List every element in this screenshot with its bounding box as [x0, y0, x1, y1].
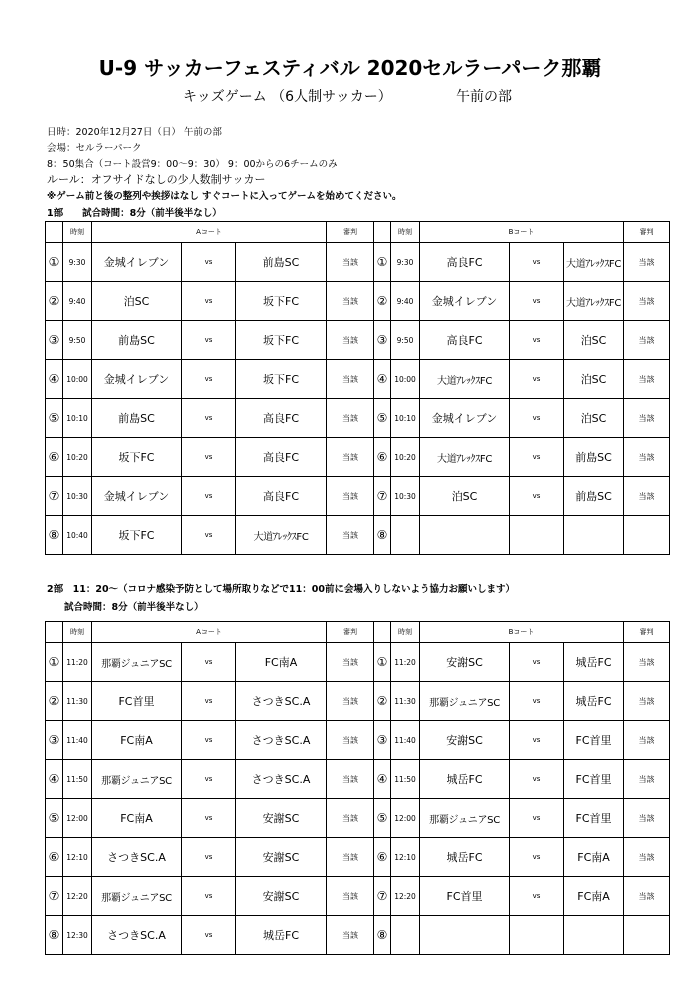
court-a-referee: 当該 [327, 438, 374, 477]
court-a-referee: 当該 [327, 399, 374, 438]
court-b-home-team: FC首里 [420, 877, 510, 916]
court-a-time: 11:20 [63, 643, 92, 682]
court-a-vs: vs [182, 321, 236, 360]
header-court-b: Bコート [420, 222, 624, 243]
court-b-match-number: ⑦ [374, 477, 391, 516]
table-row [46, 282, 670, 321]
court-b-vs [510, 516, 564, 555]
court-a-away-team: 前島SC [236, 243, 327, 282]
court-a-home-team: 金城イレブン [92, 360, 182, 399]
court-a-home-team: さつきSC.A [92, 916, 182, 955]
header-court-a: Aコート [92, 622, 327, 643]
court-b-home-team: 高良FC [420, 243, 510, 282]
match-number: ④ [46, 760, 63, 799]
header-referee: 審判 [624, 622, 670, 643]
court-a-away-team: 安謝SC [236, 838, 327, 877]
court-b-vs: vs [510, 760, 564, 799]
court-a-away-team: 高良FC [236, 399, 327, 438]
court-b-away-team: FC首里 [564, 760, 624, 799]
table-row [46, 321, 670, 360]
court-a-vs: vs [182, 877, 236, 916]
court-a-home-team: FC南A [92, 799, 182, 838]
court-a-away-team: さつきSC.A [236, 760, 327, 799]
court-b-vs: vs [510, 321, 564, 360]
court-b-referee: 当該 [624, 760, 670, 799]
court-b-home-team: 城岳FC [420, 838, 510, 877]
court-a-vs: vs [182, 477, 236, 516]
court-b-away-team: FC南A [564, 877, 624, 916]
match-number: ⑦ [46, 877, 63, 916]
match-number: ⑧ [46, 916, 63, 955]
court-b-time: 10:10 [391, 399, 420, 438]
court-b-referee: 当該 [624, 360, 670, 399]
court-a-referee: 当該 [327, 682, 374, 721]
table-row [46, 916, 670, 955]
court-b-home-team: 城岳FC [420, 760, 510, 799]
header-num [374, 222, 391, 243]
match-number: ⑥ [46, 438, 63, 477]
table-row [46, 477, 670, 516]
court-b-away-team: 泊SC [564, 360, 624, 399]
table-row [46, 516, 670, 555]
table-row [46, 243, 670, 282]
court-a-referee: 当該 [327, 799, 374, 838]
match-number: ③ [46, 321, 63, 360]
court-b-home-team: 金城イレブン [420, 399, 510, 438]
court-a-time: 12:10 [63, 838, 92, 877]
court-a-referee: 当該 [327, 643, 374, 682]
court-a-away-team: FC南A [236, 643, 327, 682]
court-b-time: 12:20 [391, 877, 420, 916]
court-a-referee: 当該 [327, 838, 374, 877]
match-number: ⑧ [46, 516, 63, 555]
header-time: 時刻 [391, 222, 420, 243]
court-a-vs: vs [182, 643, 236, 682]
header-court-a: Aコート [92, 222, 327, 243]
court-a-referee: 当該 [327, 282, 374, 321]
court-a-referee: 当該 [327, 760, 374, 799]
court-a-vs: vs [182, 516, 236, 555]
court-a-time: 10:00 [63, 360, 92, 399]
court-a-home-team: 泊SC [92, 282, 182, 321]
court-b-time [391, 516, 420, 555]
court-b-referee: 当該 [624, 721, 670, 760]
court-a-home-team: 那覇ジュニアSC [92, 760, 182, 799]
court-a-away-team: 坂下FC [236, 321, 327, 360]
court-a-vs: vs [182, 721, 236, 760]
court-b-match-number: ⑥ [374, 838, 391, 877]
court-b-away-team [564, 916, 624, 955]
court-a-vs: vs [182, 399, 236, 438]
court-a-away-team: 城岳FC [236, 916, 327, 955]
court-b-match-number: ⑤ [374, 399, 391, 438]
header-time: 時刻 [63, 622, 92, 643]
table-row [46, 838, 670, 877]
court-a-time: 11:40 [63, 721, 92, 760]
court-b-home-team: 大道ｱﾚｯｸｽFC [420, 438, 510, 477]
court-b-referee: 当該 [624, 682, 670, 721]
court-b-away-team: FC南A [564, 838, 624, 877]
court-a-time: 9:30 [63, 243, 92, 282]
court-b-referee: 当該 [624, 282, 670, 321]
court-a-home-team: さつきSC.A [92, 838, 182, 877]
court-a-time: 12:30 [63, 916, 92, 955]
court-a-vs: vs [182, 838, 236, 877]
court-b-away-team: 大道ｱﾚｯｸｽFC [564, 243, 624, 282]
court-b-away-team: 泊SC [564, 399, 624, 438]
court-a-time: 10:40 [63, 516, 92, 555]
part2-schedule-table [45, 621, 670, 955]
court-b-vs: vs [510, 360, 564, 399]
court-a-vs: vs [182, 760, 236, 799]
info-notice: ※ゲーム前と後の整列や挨拶はなし すぐコートに入ってゲームを始めてください。 [47, 191, 402, 202]
court-b-time: 9:40 [391, 282, 420, 321]
match-number: ⑦ [46, 477, 63, 516]
court-b-referee: 当該 [624, 399, 670, 438]
court-a-vs: vs [182, 438, 236, 477]
court-a-away-team: 坂下FC [236, 282, 327, 321]
court-b-away-team: 城岳FC [564, 682, 624, 721]
table-row [46, 682, 670, 721]
court-b-home-team: 安謝SC [420, 721, 510, 760]
court-a-referee: 当該 [327, 360, 374, 399]
court-b-referee: 当該 [624, 438, 670, 477]
court-b-vs: vs [510, 721, 564, 760]
court-a-vs: vs [182, 243, 236, 282]
court-a-time: 11:50 [63, 760, 92, 799]
court-b-time: 11:30 [391, 682, 420, 721]
court-a-away-team: さつきSC.A [236, 682, 327, 721]
court-b-match-number: ③ [374, 321, 391, 360]
court-a-home-team: 前島SC [92, 399, 182, 438]
court-a-time: 12:00 [63, 799, 92, 838]
court-b-time: 12:10 [391, 838, 420, 877]
table-row [46, 643, 670, 682]
court-a-referee: 当該 [327, 877, 374, 916]
court-a-referee: 当該 [327, 477, 374, 516]
court-a-referee: 当該 [327, 721, 374, 760]
court-b-match-number: ⑦ [374, 877, 391, 916]
page-title: U-9 サッカーフェスティバル 2020セルラーパーク那覇 [98, 56, 602, 80]
court-a-home-team: FC首里 [92, 682, 182, 721]
court-b-vs: vs [510, 438, 564, 477]
match-number: ② [46, 682, 63, 721]
court-a-home-team: 那覇ジュニアSC [92, 643, 182, 682]
table-row [46, 360, 670, 399]
court-a-time: 10:10 [63, 399, 92, 438]
court-a-referee: 当該 [327, 321, 374, 360]
court-b-time: 10:00 [391, 360, 420, 399]
court-a-away-team: 高良FC [236, 438, 327, 477]
court-b-home-team: 安謝SC [420, 643, 510, 682]
court-b-time [391, 916, 420, 955]
match-number: ① [46, 243, 63, 282]
match-number: ④ [46, 360, 63, 399]
court-b-vs [510, 916, 564, 955]
match-number: ① [46, 643, 63, 682]
court-b-match-number: ③ [374, 721, 391, 760]
match-number: ② [46, 282, 63, 321]
court-b-home-team: 那覇ジュニアSC [420, 799, 510, 838]
court-b-referee: 当該 [624, 643, 670, 682]
court-b-time: 10:20 [391, 438, 420, 477]
court-b-vs: vs [510, 477, 564, 516]
court-a-vs: vs [182, 799, 236, 838]
info-gather: 8：50集合（コート設営9：00～9：30） 9：00からの6チームのみ [47, 159, 338, 170]
court-b-away-team: 前島SC [564, 438, 624, 477]
court-b-match-number: ④ [374, 760, 391, 799]
match-number: ③ [46, 721, 63, 760]
table-header-row [46, 222, 670, 243]
header-num [46, 622, 63, 643]
header-referee: 審判 [327, 222, 374, 243]
court-a-referee: 当該 [327, 916, 374, 955]
court-b-referee: 当該 [624, 477, 670, 516]
court-b-vs: vs [510, 282, 564, 321]
court-a-away-team: 坂下FC [236, 360, 327, 399]
header-referee: 審判 [624, 222, 670, 243]
court-b-time: 9:30 [391, 243, 420, 282]
table-row [46, 760, 670, 799]
court-b-away-team: 大道ｱﾚｯｸｽFC [564, 282, 624, 321]
match-number: ⑤ [46, 799, 63, 838]
header-referee: 審判 [327, 622, 374, 643]
court-b-home-team [420, 916, 510, 955]
match-number: ⑤ [46, 399, 63, 438]
court-a-home-team: 坂下FC [92, 438, 182, 477]
court-b-away-team: FC首里 [564, 799, 624, 838]
court-a-away-team: 安謝SC [236, 877, 327, 916]
table-row [46, 438, 670, 477]
part2-subheading: 試合時間：8分（前半後半なし） [64, 602, 204, 613]
court-b-referee: 当該 [624, 799, 670, 838]
court-a-away-team: 大道ｱﾚｯｸｽFC [236, 516, 327, 555]
court-b-time: 10:30 [391, 477, 420, 516]
court-a-home-team: 前島SC [92, 321, 182, 360]
table-row [46, 721, 670, 760]
court-b-time: 9:50 [391, 321, 420, 360]
court-a-away-team: 高良FC [236, 477, 327, 516]
court-b-referee: 当該 [624, 838, 670, 877]
court-a-away-team: 安謝SC [236, 799, 327, 838]
subtitle-session: 午前の部 [456, 89, 512, 105]
court-b-referee: 当該 [624, 321, 670, 360]
court-b-vs: vs [510, 243, 564, 282]
court-b-away-team: 前島SC [564, 477, 624, 516]
court-b-match-number: ⑧ [374, 916, 391, 955]
court-b-time: 12:00 [391, 799, 420, 838]
court-b-home-team: 大道ｱﾚｯｸｽFC [420, 360, 510, 399]
court-a-referee: 当該 [327, 516, 374, 555]
court-b-vs: vs [510, 799, 564, 838]
header-court-b: Bコート [420, 622, 624, 643]
info-rule: ルール：オフサイドなしの少人数制サッカー [47, 173, 266, 186]
court-a-time: 12:20 [63, 877, 92, 916]
court-a-referee: 当該 [327, 243, 374, 282]
court-b-match-number: ⑤ [374, 799, 391, 838]
info-venue: 会場：セルラーパーク [47, 143, 142, 154]
court-b-vs: vs [510, 682, 564, 721]
court-b-home-team: 那覇ジュニアSC [420, 682, 510, 721]
court-b-home-team: 高良FC [420, 321, 510, 360]
court-a-time: 10:30 [63, 477, 92, 516]
court-a-home-team: 金城イレブン [92, 477, 182, 516]
court-a-time: 11:30 [63, 682, 92, 721]
court-b-away-team: 城岳FC [564, 643, 624, 682]
court-a-time: 9:40 [63, 282, 92, 321]
court-b-vs: vs [510, 838, 564, 877]
court-a-home-team: 那覇ジュニアSC [92, 877, 182, 916]
match-number: ⑥ [46, 838, 63, 877]
court-a-vs: vs [182, 360, 236, 399]
table-row [46, 799, 670, 838]
court-b-match-number: ② [374, 682, 391, 721]
court-b-away-team: FC首里 [564, 721, 624, 760]
court-b-time: 11:20 [391, 643, 420, 682]
part2-heading: 2部 11：20～（コロナ感染予防として場所取りなどで11：00前に会場入りしないよう協力お願いします） [47, 584, 515, 595]
info-date: 日時：2020年12月27日（日） 午前の部 [47, 127, 222, 138]
header-time: 時刻 [391, 622, 420, 643]
part1-schedule-table [45, 221, 670, 555]
table-row [46, 399, 670, 438]
court-b-match-number: ④ [374, 360, 391, 399]
court-b-match-number: ⑧ [374, 516, 391, 555]
header-num [46, 222, 63, 243]
court-b-home-team: 金城イレブン [420, 282, 510, 321]
court-b-vs: vs [510, 399, 564, 438]
court-a-home-team: FC南A [92, 721, 182, 760]
court-a-vs: vs [182, 682, 236, 721]
court-b-match-number: ② [374, 282, 391, 321]
table-header-row [46, 622, 670, 643]
court-b-away-team: 泊SC [564, 321, 624, 360]
court-a-home-team: 金城イレブン [92, 243, 182, 282]
court-b-vs: vs [510, 877, 564, 916]
court-a-away-team: さつきSC.A [236, 721, 327, 760]
court-b-referee: 当該 [624, 243, 670, 282]
subtitle-kids-game: キッズゲーム （6人制サッカー） [183, 89, 392, 105]
court-a-vs: vs [182, 916, 236, 955]
court-b-away-team [564, 516, 624, 555]
court-b-match-number: ① [374, 643, 391, 682]
court-b-time: 11:50 [391, 760, 420, 799]
court-b-time: 11:40 [391, 721, 420, 760]
table-row [46, 877, 670, 916]
court-b-home-team [420, 516, 510, 555]
court-b-referee: 当該 [624, 877, 670, 916]
court-a-vs: vs [182, 282, 236, 321]
part1-heading: 1部 試合時間：8分（前半後半なし） [47, 208, 222, 219]
court-b-match-number: ⑥ [374, 438, 391, 477]
court-a-time: 9:50 [63, 321, 92, 360]
court-b-referee [624, 916, 670, 955]
court-b-vs: vs [510, 643, 564, 682]
court-a-home-team: 坂下FC [92, 516, 182, 555]
court-b-match-number: ① [374, 243, 391, 282]
court-b-referee [624, 516, 670, 555]
court-a-time: 10:20 [63, 438, 92, 477]
header-time: 時刻 [63, 222, 92, 243]
header-num [374, 622, 391, 643]
court-b-home-team: 泊SC [420, 477, 510, 516]
